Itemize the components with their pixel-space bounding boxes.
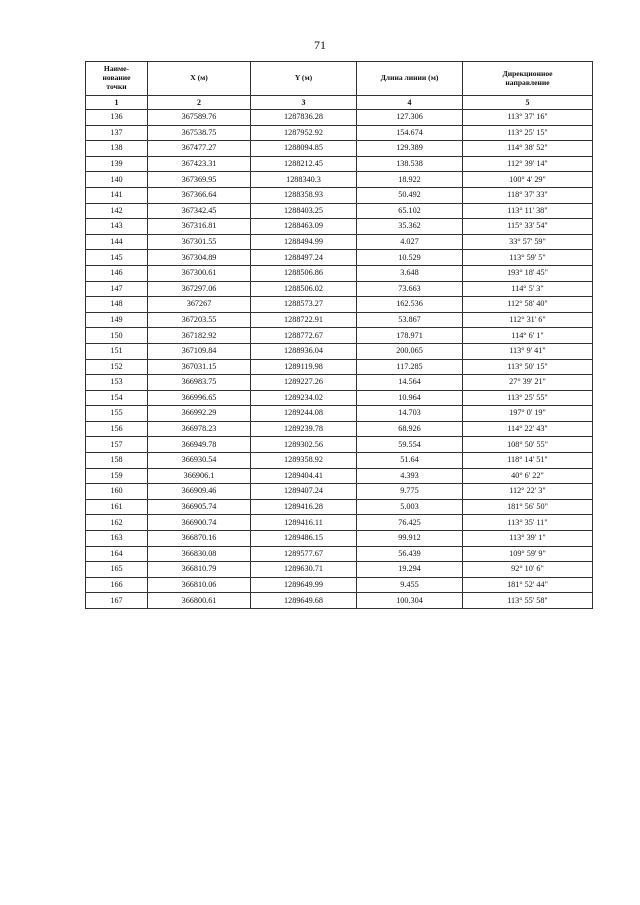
cell-direction: 118° 14' 51" xyxy=(463,453,593,469)
cell-point-name: 157 xyxy=(86,437,148,453)
cell-x: 366949.78 xyxy=(148,437,251,453)
cell-line-length: 73.663 xyxy=(357,281,463,297)
cell-y: 1288573.27 xyxy=(251,297,357,313)
cell-point-name: 160 xyxy=(86,484,148,500)
cell-y: 1289227.26 xyxy=(251,375,357,391)
cell-point-name: 138 xyxy=(86,141,148,157)
cell-line-length: 129.389 xyxy=(357,141,463,157)
cell-direction: 113° 25' 15" xyxy=(463,125,593,141)
table-row xyxy=(86,390,593,406)
cell-point-name: 164 xyxy=(86,546,148,562)
cell-direction: 112° 58' 40" xyxy=(463,297,593,313)
table-row xyxy=(86,484,593,500)
cell-direction: 92° 10' 6" xyxy=(463,562,593,578)
cell-x: 367316.81 xyxy=(148,219,251,235)
table-row xyxy=(86,546,593,562)
cell-direction: 114° 22' 43" xyxy=(463,421,593,437)
cell-y: 1288463.09 xyxy=(251,219,357,235)
cell-point-name: 166 xyxy=(86,577,148,593)
cell-direction: 100° 4' 29" xyxy=(463,172,593,188)
cell-x: 366992.29 xyxy=(148,406,251,422)
cell-point-name: 137 xyxy=(86,125,148,141)
cell-y: 1288094.85 xyxy=(251,141,357,157)
cell-line-length: 10.529 xyxy=(357,250,463,266)
cell-line-length: 19.294 xyxy=(357,562,463,578)
header-y: Y (м) xyxy=(251,62,357,96)
cell-y: 1288340.3 xyxy=(251,172,357,188)
cell-y: 1288403.25 xyxy=(251,203,357,219)
table-row xyxy=(86,297,593,313)
cell-point-name: 163 xyxy=(86,531,148,547)
column-number: 3 xyxy=(251,96,357,110)
cell-line-length: 4.027 xyxy=(357,234,463,250)
cell-point-name: 144 xyxy=(86,234,148,250)
table-row xyxy=(86,437,593,453)
cell-x: 367031.15 xyxy=(148,359,251,375)
cell-x: 367297.06 xyxy=(148,281,251,297)
table-row xyxy=(86,281,593,297)
cell-line-length: 178.971 xyxy=(357,328,463,344)
cell-point-name: 162 xyxy=(86,515,148,531)
table-row xyxy=(86,312,593,328)
column-number: 4 xyxy=(357,96,463,110)
cell-line-length: 138.538 xyxy=(357,156,463,172)
table-row xyxy=(86,110,593,126)
column-number: 1 xyxy=(86,96,148,110)
cell-y: 1289244.08 xyxy=(251,406,357,422)
cell-y: 1288772.67 xyxy=(251,328,357,344)
table-row xyxy=(86,234,593,250)
table-row xyxy=(86,125,593,141)
cell-y: 1289416.28 xyxy=(251,499,357,515)
cell-point-name: 155 xyxy=(86,406,148,422)
cell-line-length: 3.648 xyxy=(357,265,463,281)
table-row xyxy=(86,141,593,157)
table-row xyxy=(86,250,593,266)
cell-y: 1289649.99 xyxy=(251,577,357,593)
cell-line-length: 100.304 xyxy=(357,593,463,609)
cell-direction: 109° 59' 9" xyxy=(463,546,593,562)
cell-direction: 113° 25' 55" xyxy=(463,390,593,406)
cell-y: 1289416.11 xyxy=(251,515,357,531)
cell-y: 1288936.04 xyxy=(251,343,357,359)
table-row xyxy=(86,421,593,437)
cell-point-name: 142 xyxy=(86,203,148,219)
cell-direction: 114° 6' 1" xyxy=(463,328,593,344)
table-row xyxy=(86,203,593,219)
cell-y: 1289119.98 xyxy=(251,359,357,375)
cell-point-name: 159 xyxy=(86,468,148,484)
cell-y: 1289486.15 xyxy=(251,531,357,547)
cell-direction: 113° 11' 38" xyxy=(463,203,593,219)
cell-x: 366930.54 xyxy=(148,453,251,469)
table-header-row xyxy=(86,62,593,96)
cell-x: 366870.16 xyxy=(148,531,251,547)
cell-y: 1287836.28 xyxy=(251,110,357,126)
cell-x: 366810.06 xyxy=(148,577,251,593)
cell-line-length: 154.674 xyxy=(357,125,463,141)
cell-line-length: 56.439 xyxy=(357,546,463,562)
cell-direction: 33° 57' 59" xyxy=(463,234,593,250)
cell-line-length: 99.912 xyxy=(357,531,463,547)
cell-y: 1289234.02 xyxy=(251,390,357,406)
cell-y: 1288358.93 xyxy=(251,187,357,203)
cell-x: 366800.61 xyxy=(148,593,251,609)
cell-line-length: 76.425 xyxy=(357,515,463,531)
cell-point-name: 145 xyxy=(86,250,148,266)
table-row xyxy=(86,265,593,281)
cell-y: 1288506.86 xyxy=(251,265,357,281)
cell-point-name: 154 xyxy=(86,390,148,406)
cell-x: 367182.92 xyxy=(148,328,251,344)
header-x: X (м) xyxy=(148,62,251,96)
cell-x: 367109.84 xyxy=(148,343,251,359)
header-line-length: Длина линии (м) xyxy=(357,62,463,96)
coordinates-table xyxy=(85,61,593,609)
cell-direction: 113° 9' 41" xyxy=(463,343,593,359)
cell-line-length: 5.003 xyxy=(357,499,463,515)
cell-direction: 113° 50' 15" xyxy=(463,359,593,375)
cell-x: 366810.79 xyxy=(148,562,251,578)
cell-line-length: 50.492 xyxy=(357,187,463,203)
table-row xyxy=(86,343,593,359)
cell-point-name: 153 xyxy=(86,375,148,391)
cell-point-name: 156 xyxy=(86,421,148,437)
cell-x: 367477.27 xyxy=(148,141,251,157)
cell-line-length: 9.455 xyxy=(357,577,463,593)
cell-line-length: 59.554 xyxy=(357,437,463,453)
cell-y: 1288722.91 xyxy=(251,312,357,328)
table-row xyxy=(86,577,593,593)
table-row xyxy=(86,187,593,203)
cell-y: 1289407.24 xyxy=(251,484,357,500)
cell-direction: 113° 37' 16" xyxy=(463,110,593,126)
cell-y: 1289577.67 xyxy=(251,546,357,562)
cell-x: 367203.55 xyxy=(148,312,251,328)
cell-direction: 113° 55' 58" xyxy=(463,593,593,609)
table-row xyxy=(86,593,593,609)
cell-x: 366900.74 xyxy=(148,515,251,531)
cell-y: 1287952.92 xyxy=(251,125,357,141)
cell-y: 1288497.24 xyxy=(251,250,357,266)
table-row xyxy=(86,359,593,375)
cell-x: 367342.45 xyxy=(148,203,251,219)
cell-point-name: 152 xyxy=(86,359,148,375)
cell-y: 1289239.78 xyxy=(251,421,357,437)
cell-direction: 197° 0' 19" xyxy=(463,406,593,422)
table-row xyxy=(86,515,593,531)
cell-direction: 112° 22' 3" xyxy=(463,484,593,500)
table-row xyxy=(86,499,593,515)
cell-y: 1289302.56 xyxy=(251,437,357,453)
cell-direction: 40° 6' 22" xyxy=(463,468,593,484)
cell-x: 366905.74 xyxy=(148,499,251,515)
cell-line-length: 127.306 xyxy=(357,110,463,126)
cell-x: 366830.08 xyxy=(148,546,251,562)
cell-direction: 114° 38' 52" xyxy=(463,141,593,157)
cell-x: 367589.76 xyxy=(148,110,251,126)
cell-point-name: 141 xyxy=(86,187,148,203)
cell-direction: 108° 50' 55" xyxy=(463,437,593,453)
table-row xyxy=(86,156,593,172)
cell-x: 367304.89 xyxy=(148,250,251,266)
cell-point-name: 165 xyxy=(86,562,148,578)
column-number: 2 xyxy=(148,96,251,110)
cell-line-length: 162.536 xyxy=(357,297,463,313)
column-number: 5 xyxy=(463,96,593,110)
cell-x: 367538.75 xyxy=(148,125,251,141)
cell-x: 367423.31 xyxy=(148,156,251,172)
table-row xyxy=(86,375,593,391)
cell-point-name: 147 xyxy=(86,281,148,297)
cell-x: 366983.75 xyxy=(148,375,251,391)
cell-line-length: 65.102 xyxy=(357,203,463,219)
cell-x: 367366.64 xyxy=(148,187,251,203)
cell-point-name: 150 xyxy=(86,328,148,344)
table-row xyxy=(86,406,593,422)
cell-line-length: 35.362 xyxy=(357,219,463,235)
cell-direction: 113° 39' 1" xyxy=(463,531,593,547)
cell-line-length: 9.775 xyxy=(357,484,463,500)
cell-x: 366978.23 xyxy=(148,421,251,437)
table-row xyxy=(86,172,593,188)
cell-line-length: 53.867 xyxy=(357,312,463,328)
cell-direction: 112° 31' 6" xyxy=(463,312,593,328)
cell-direction: 181° 56' 50" xyxy=(463,499,593,515)
cell-x: 367369.95 xyxy=(148,172,251,188)
cell-y: 1289404.41 xyxy=(251,468,357,484)
cell-line-length: 51.64 xyxy=(357,453,463,469)
cell-direction: 27° 39' 21" xyxy=(463,375,593,391)
cell-point-name: 151 xyxy=(86,343,148,359)
cell-x: 367267 xyxy=(148,297,251,313)
cell-x: 366909.46 xyxy=(148,484,251,500)
cell-x: 366996.65 xyxy=(148,390,251,406)
cell-line-length: 200.065 xyxy=(357,343,463,359)
cell-line-length: 10.964 xyxy=(357,390,463,406)
cell-point-name: 140 xyxy=(86,172,148,188)
cell-direction: 118° 37' 33" xyxy=(463,187,593,203)
cell-line-length: 4.393 xyxy=(357,468,463,484)
cell-point-name: 158 xyxy=(86,453,148,469)
cell-line-length: 68.926 xyxy=(357,421,463,437)
cell-line-length: 14.703 xyxy=(357,406,463,422)
cell-point-name: 136 xyxy=(86,110,148,126)
cell-y: 1289649.68 xyxy=(251,593,357,609)
cell-point-name: 148 xyxy=(86,297,148,313)
cell-y: 1289630.71 xyxy=(251,562,357,578)
cell-line-length: 117.285 xyxy=(357,359,463,375)
cell-point-name: 161 xyxy=(86,499,148,515)
table-row xyxy=(86,562,593,578)
cell-direction: 193° 18' 45" xyxy=(463,265,593,281)
cell-x: 366906.1 xyxy=(148,468,251,484)
table-row xyxy=(86,328,593,344)
cell-point-name: 167 xyxy=(86,593,148,609)
cell-y: 1288494.99 xyxy=(251,234,357,250)
cell-point-name: 146 xyxy=(86,265,148,281)
cell-direction: 181° 52' 44" xyxy=(463,577,593,593)
table-row xyxy=(86,531,593,547)
table-row xyxy=(86,468,593,484)
cell-direction: 113° 35' 11" xyxy=(463,515,593,531)
cell-y: 1288212.45 xyxy=(251,156,357,172)
cell-point-name: 143 xyxy=(86,219,148,235)
cell-direction: 112° 39' 14" xyxy=(463,156,593,172)
cell-x: 367300.61 xyxy=(148,265,251,281)
cell-direction: 114° 5' 3" xyxy=(463,281,593,297)
cell-direction: 115° 33' 54" xyxy=(463,219,593,235)
cell-line-length: 14.564 xyxy=(357,375,463,391)
header-direction: Дирекционное направление xyxy=(463,62,593,96)
cell-x: 367301.55 xyxy=(148,234,251,250)
page-number: 71 xyxy=(314,38,326,52)
header-point-name: Наиме- нование точки xyxy=(86,62,148,96)
table-row xyxy=(86,453,593,469)
cell-direction: 113° 59' 5" xyxy=(463,250,593,266)
cell-point-name: 139 xyxy=(86,156,148,172)
table-row xyxy=(86,219,593,235)
column-number-row xyxy=(86,96,593,110)
table-body xyxy=(86,110,593,609)
cell-point-name: 149 xyxy=(86,312,148,328)
cell-y: 1289358.92 xyxy=(251,453,357,469)
cell-line-length: 18.922 xyxy=(357,172,463,188)
cell-y: 1288506.02 xyxy=(251,281,357,297)
